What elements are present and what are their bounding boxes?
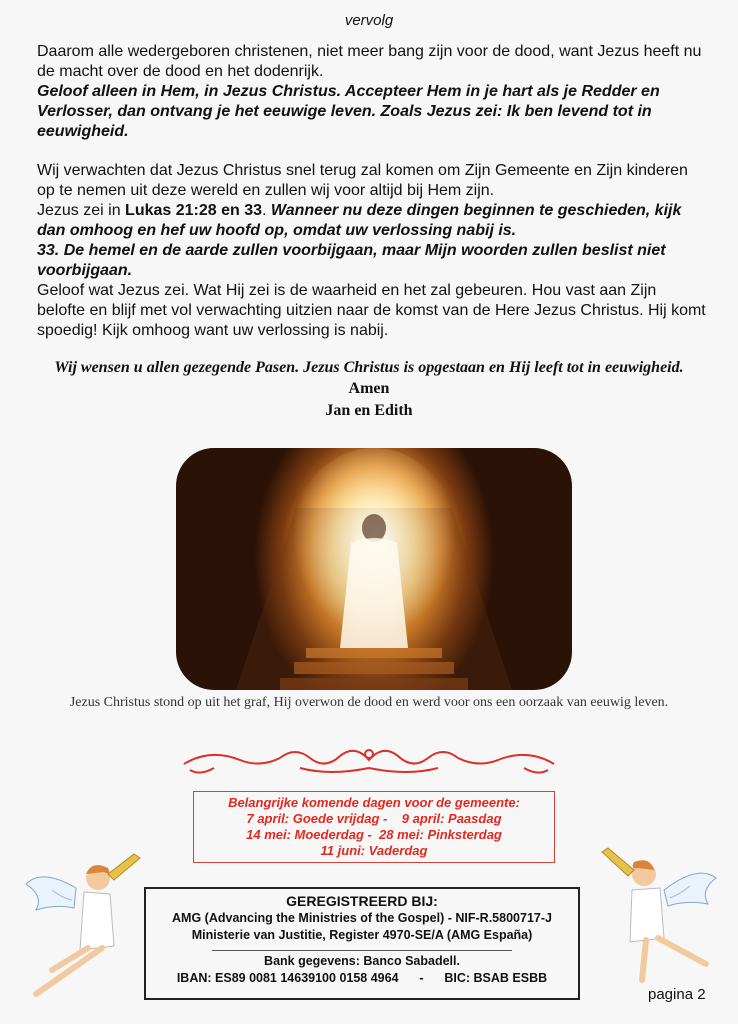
resurrection-photo [176, 448, 572, 690]
page-number: pagina 2 [648, 986, 706, 1003]
registration-title: GEREGISTREERD BIJ: [286, 893, 438, 909]
registration-box [144, 887, 580, 1000]
dates-title: Belangrijke komende dagen voor de gemeente: [228, 795, 520, 810]
section-heading: vervolg [344, 12, 394, 29]
return-intro: Wij verwachten dat Jezus Christus snel terug zal komen om Zijn Gemeente en Zijn kinderen op te nemen uit deze wereld en zullen wij voor altijd bij Hem zijn. [37, 162, 688, 199]
angel-right-illustration [598, 834, 722, 984]
tomb-light-illustration [176, 448, 572, 690]
angel-left-illustration [22, 838, 144, 998]
easter-wish: Wij wensen u allen gezegende Pasen. Jezus Christus is opgestaan en Hij leeft tot in eeuwigheid. [54, 359, 684, 376]
important-dates-box [193, 791, 555, 863]
return-outro: Geloof wat Jezus zei. Wat Hij zei is de waarheid en het zal gebeuren. Hou vast aan Zijn belofte en blijf met vol verwachting uitzien naar de komst van de Here Jezus Christus. Hij komt spoedig! Kijk omhoog want uw verlossing is nabij. [37, 282, 706, 339]
amen: Amen [348, 380, 390, 397]
closing-block [0, 358, 738, 421]
dates-line-3: 11 juni: Vaderdag [320, 843, 428, 858]
registration-line-1: AMG (Advancing the Ministries of the Gospel) - NIF-R.5800717-J [172, 911, 552, 925]
faith-emphasis: Geloof alleen in Hem, in Jezus Christus. Accepteer Hem in je hart als je Redder en Verlosser, dan ontvang je het eeuwige leven. Zoals Jezus zei: Ik ben levend tot in eeuwigheid. [37, 83, 660, 140]
signature: Jan en Edith [325, 402, 413, 419]
dates-line-2: 14 mei: Moederdag - 28 mei: Pinksterdag [246, 827, 502, 842]
dates-line-1: 7 april: Goede vrijdag - 9 april: Paasdag [246, 811, 502, 826]
intro-text: Daarom alle wedergeboren christenen, niet meer bang zijn voor de dood, want Jezus heeft nu de macht over de dood en het dodenrijk. [37, 43, 702, 80]
bank-details: Bank gegevens: Banco Sabadell. [264, 954, 460, 968]
photo-caption: Jezus Christus stond op uit het graf, Hij overwon de dood en werd voor ons een oorzaak van eeuwig leven. [69, 695, 669, 710]
verse-33: 33. De hemel en de aarde zullen voorbijgaan, maar Mijn woorden zullen beslist niet voorbijgaan. [37, 242, 666, 279]
ornament-divider [180, 742, 558, 778]
registration-line-2: Ministerie van Justitie, Register 4970-SE/A (AMG España) [191, 928, 533, 942]
verse-28: Wanneer nu deze dingen beginnen te geschieden, kijk dan omhoog en hef uw hoofd op, omdat uw verlossing nabij is. [37, 202, 682, 239]
registration-separator [212, 950, 512, 951]
paragraph-return [37, 161, 707, 341]
reference-dot: . [262, 202, 271, 219]
scripture-reference: Lukas 21:28 en 33 [125, 202, 263, 219]
reference-prefix: Jezus zei in [37, 202, 126, 219]
iban-bic: IBAN: ES89 0081 14639100 0158 4964 - BIC: BSAB ESBB [176, 971, 548, 985]
paragraph-intro [37, 42, 707, 142]
